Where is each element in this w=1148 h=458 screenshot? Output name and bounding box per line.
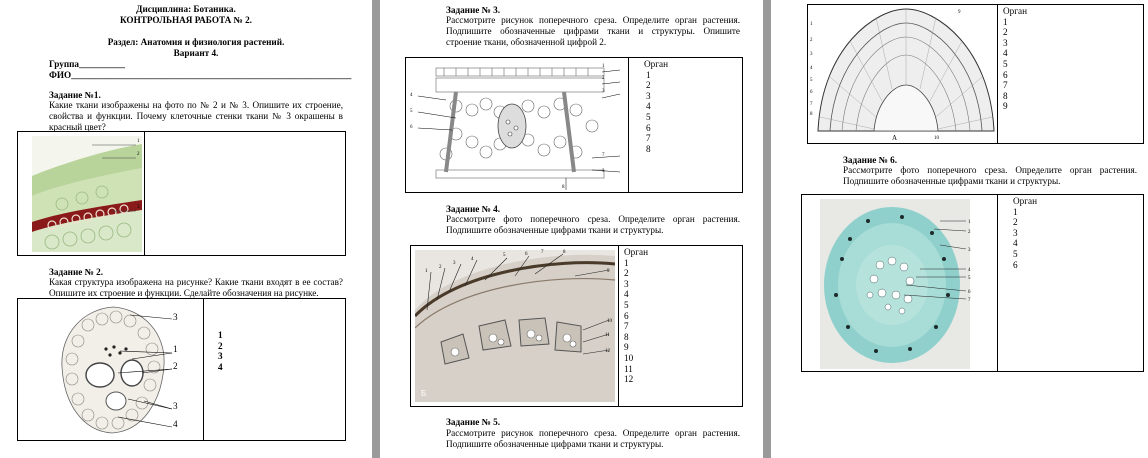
task6-text: Рассмотрите фото поперечного среза. Определите орган растения. Подпишите обозначенные цифрами ткани и структуры. <box>843 165 1137 186</box>
list-item: 1 <box>1013 206 1018 217</box>
task5-answer-list <box>1003 6 1027 112</box>
list-item: 1 <box>1003 16 1008 27</box>
task1-label-1: 1 <box>137 139 140 144</box>
task4-label-8: 8 <box>563 250 566 255</box>
list-item: 7 <box>1003 80 1008 91</box>
list-item: 8 <box>624 331 629 342</box>
task6-table <box>801 194 1144 372</box>
list-item: 6 <box>624 310 629 321</box>
task5-label-9: 9 <box>958 10 961 15</box>
task3-answer-list <box>644 59 668 154</box>
task3-label-1: 1 <box>602 64 605 69</box>
task3-label-5: 5 <box>410 109 413 114</box>
list-item: 1 <box>218 330 223 340</box>
list-item: 1 <box>646 69 651 80</box>
task5-label-8: 8 <box>810 112 813 117</box>
list-item: 3 <box>1003 37 1008 48</box>
list-item: 5 <box>1013 248 1018 259</box>
organ-label: Орган <box>624 247 648 257</box>
list-item: 3 <box>1013 227 1018 238</box>
list-item: 12 <box>624 374 634 385</box>
task1-label-2: 2 <box>137 152 140 157</box>
group-line: Группа__________ <box>49 59 125 69</box>
page-2 <box>380 0 763 458</box>
list-item: 7 <box>624 321 629 332</box>
task3-label-4: 4 <box>410 93 413 98</box>
task5-label-1: 1 <box>810 22 813 27</box>
task4-label-5: 5 <box>503 253 506 258</box>
task3-label-6: 6 <box>410 125 413 130</box>
task5-table <box>807 4 1144 144</box>
task6-label-7: 7 <box>968 298 971 303</box>
task1-text: Какие ткани изображены на фото по № 2 и № 3. Опишите их строение, свойства и функции. Почему клеточные стенки ткани № 3 окрашены в красный цвет? <box>49 100 343 132</box>
list-item: 2 <box>1013 217 1018 228</box>
list-item: 1 <box>624 257 629 268</box>
variant-title: Вариант 4. <box>173 48 219 58</box>
task3-table-divider <box>628 58 629 192</box>
task3-text: Рассмотрите рисунок поперечного среза. Определите орган растения. Подпишите обозначенные цифрами ткани и структуры. Опишите строение ткани, обозначенной цифрой 2. <box>446 15 740 47</box>
list-item: 3 <box>218 351 223 362</box>
list-item: 4 <box>624 289 629 300</box>
list-item: 11 <box>624 363 633 374</box>
task4-label-11: 11 <box>605 333 610 338</box>
task6-answer-list <box>1013 196 1037 270</box>
list-item: 5 <box>624 299 629 310</box>
task6-label-6: 6 <box>968 290 971 295</box>
discipline-line: Дисциплина: Ботаника. <box>136 4 236 14</box>
task6-label-2: 2 <box>968 230 971 235</box>
task3-label-2: 2 <box>602 76 605 81</box>
task3-label-8: 8 <box>562 185 565 190</box>
task6-label-1: 1 <box>968 220 971 225</box>
task4-label-3: 3 <box>453 261 456 266</box>
task2-label-1: 1 <box>173 344 178 354</box>
task4-photo-letter: Б <box>421 389 427 398</box>
task5-label-7: 7 <box>810 102 813 107</box>
list-item: 2 <box>1003 27 1008 38</box>
task4-label-7: 7 <box>541 250 544 255</box>
fio-line: ФИО_____________________________________________________________ <box>49 70 352 80</box>
list-item: 7 <box>646 133 651 144</box>
list-item: 4 <box>1013 238 1018 249</box>
list-item: 3 <box>646 90 651 101</box>
task5-woody-stem-drawing <box>816 7 996 141</box>
list-item: 4 <box>218 361 223 372</box>
list-item: 6 <box>1013 259 1018 270</box>
task5-table-divider <box>997 5 998 143</box>
task5-label-10: 10 <box>934 136 939 141</box>
task2-label-3-bottom: 3 <box>173 401 178 411</box>
list-item: 2 <box>646 80 651 91</box>
task3-leaf-drawing <box>416 62 624 190</box>
task4-label-6: 6 <box>525 252 528 257</box>
task5-title: Задание № 5. <box>446 417 501 427</box>
task2-label-3-top: 3 <box>173 312 178 322</box>
list-item: 8 <box>1003 90 1008 101</box>
task6-label-3: 3 <box>968 248 971 253</box>
task6-title: Задание № 6. <box>843 155 898 165</box>
task6-label-4: 4 <box>968 268 971 273</box>
task6-label-5: 5 <box>968 276 971 281</box>
control-work-title: КОНТРОЛЬНАЯ РАБОТА № 2. <box>120 15 252 25</box>
list-item: 6 <box>1003 69 1008 80</box>
list-item: 4 <box>646 101 651 112</box>
task2-title: Задание № 2. <box>49 267 104 277</box>
task3-label-7: 7 <box>602 153 605 158</box>
task1-table-divider <box>144 132 145 255</box>
task4-label-12: 12 <box>605 349 610 354</box>
task1-table <box>17 131 346 256</box>
task3-label-3: 3 <box>602 89 605 94</box>
task2-table-divider <box>203 299 204 440</box>
task3-table <box>405 57 743 193</box>
task5-label-5: 5 <box>810 78 813 83</box>
task4-text: Рассмотрите фото поперечного среза. Определите орган растения. Подпишите обозначенные цифрами ткани и структуры. <box>446 214 740 235</box>
list-item: 6 <box>646 122 651 133</box>
section-title: Раздел: Анатомия и физиология растений. <box>107 37 285 47</box>
task1-tissue-photo <box>32 136 142 252</box>
task2-text: Какая структура изображена на рисунке? Какие ткани входят в ее состав? Опишите их строение и функции. Сделайте обозначения на рисунке. <box>49 277 343 298</box>
page-1 <box>0 0 372 458</box>
task5-label-4: 4 <box>810 66 813 71</box>
task4-answer-list <box>624 247 648 385</box>
list-item: 5 <box>646 111 651 122</box>
task4-label-9: 9 <box>607 269 610 274</box>
task5-text: Рассмотрите рисунок поперечного среза. Определите орган растения. Подпишите обозначенные цифрами ткани и структуры. <box>446 428 740 449</box>
task3-title: Задание № 3. <box>446 5 501 15</box>
list-item: 4 <box>1003 48 1008 59</box>
list-item: 2 <box>624 268 629 279</box>
list-item: 10 <box>624 352 634 363</box>
task4-stem-photo <box>415 250 615 402</box>
list-item: 2 <box>218 340 223 351</box>
task4-table <box>410 245 743 407</box>
task5-label-6: 6 <box>810 90 813 95</box>
organ-label: Орган <box>1013 196 1037 206</box>
task4-label-2: 2 <box>439 265 442 270</box>
task2-bundle-drawing <box>48 303 178 437</box>
list-item: 3 <box>624 278 629 289</box>
task4-label-10: 10 <box>607 319 612 324</box>
task1-title: Задание №1. <box>49 90 101 100</box>
list-item: 9 <box>1003 101 1008 112</box>
task3-label-3b: 3 <box>602 169 605 174</box>
task5-label-2: 2 <box>810 38 813 43</box>
task4-label-1: 1 <box>425 269 428 274</box>
task6-table-divider <box>997 195 998 371</box>
organ-label: Орган <box>1003 6 1027 16</box>
list-item: 5 <box>1003 58 1008 69</box>
task4-label-4: 4 <box>471 257 474 262</box>
task2-label-4: 4 <box>173 419 178 429</box>
task2-answer-list <box>218 330 223 372</box>
task5-label-3: 3 <box>810 52 813 57</box>
list-item: 9 <box>624 342 629 353</box>
task1-label-3: 3 <box>137 205 140 210</box>
task4-table-divider <box>618 246 619 406</box>
list-item: 8 <box>646 143 651 154</box>
task6-root-photo <box>820 199 970 369</box>
task4-title: Задание № 4. <box>446 204 501 214</box>
task2-table <box>17 298 346 441</box>
task2-label-2: 2 <box>173 361 178 371</box>
page-3 <box>771 0 1148 458</box>
organ-label: Орган <box>644 59 668 69</box>
task5-figure-letter: А <box>892 134 898 141</box>
